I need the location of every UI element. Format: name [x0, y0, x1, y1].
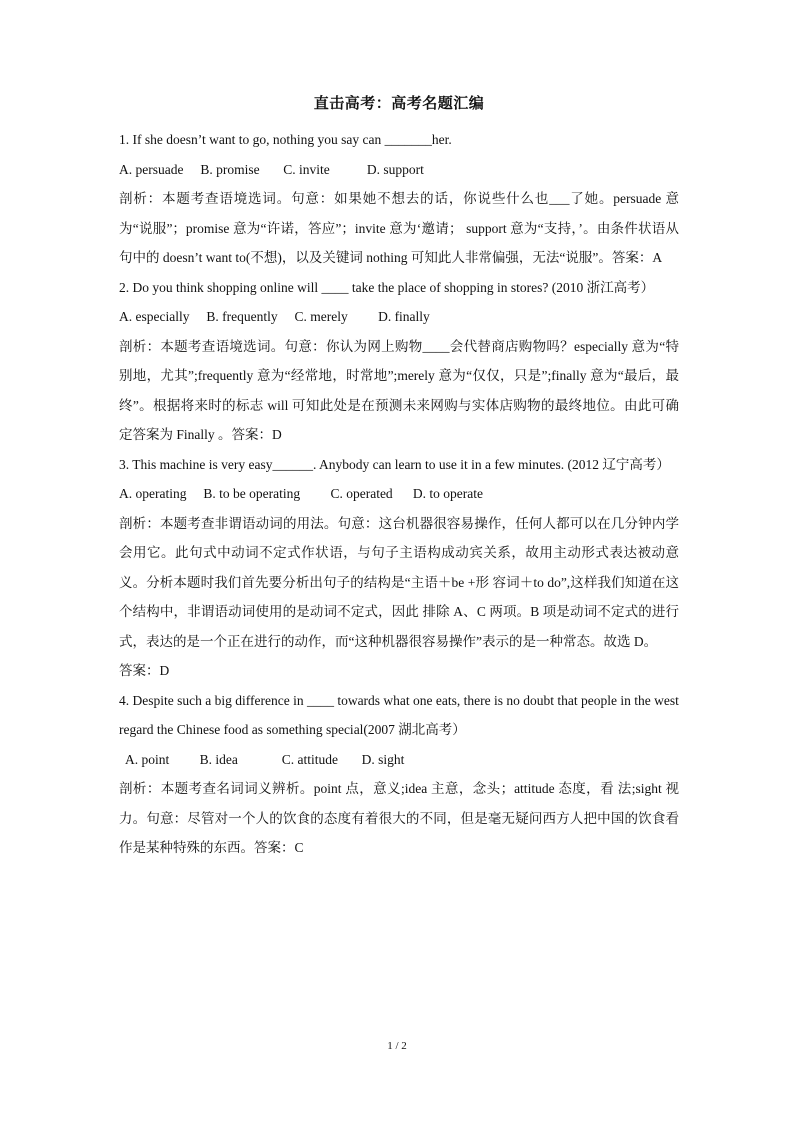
question-options: A. operating B. to be operating C. operated D. to operate: [119, 486, 484, 501]
page-title: 直击高考：高考名题汇编: [313, 96, 485, 112]
question-1: [119, 125, 679, 273]
question-analysis: 剖析：本题考查非谓语动词的用法。句意：这台机器很容易操作，任何人都可以在几分钟内学会用它。此句式中动词不定式作状语，与句子主语构成动宾关系，故用主动形式表达被动意义。分析本题时我们首先要分析出句子的结构是“主语＋be +形 容词＋to do”,这样我们知道在这个结构中，非谓语动词使用的是动词不定式，因此 排除 A、C 两项。B 项是动词不定式的进行式，表达的是一个正在进行的动作，而“这种机器很容易操作”表示的是一种常态。故选 D。: [119, 515, 679, 649]
page-number: 1 / 2: [387, 1040, 407, 1052]
question-analysis: 剖析：本题考查名词词义辨析。point 点，意义;idea 主意，念头；attitude 态度，看 法;sight 视力。句意：尽管对一个人的饮食的态度有着很大的不同，但是毫无疑问西方人把中国的饮食看作是某种特殊的东西。答案：C: [119, 781, 679, 855]
question-stem: 3. This machine is very easy______. Anybody can learn to use it in a few minutes. (2012 辽宁高考）: [119, 456, 670, 472]
question-stem: 2. Do you think shopping online will ____ take the place of shopping in stores? (2010 浙江高考）: [119, 279, 655, 295]
question-analysis: 剖析：本题考查语境选词。句意：如果她不想去的话，你说些什么也___了她。persuade 意为“说服”；promise 意为“许诺，答应”；invite 意为‘邀请； support 意为“支持，’。由条件状语从句中的 doesn’t want to(不想)，以及关键词 nothing 可知此人非常偏强，无法“说服”。答案：A: [119, 191, 679, 265]
document-page: [119, 92, 679, 863]
question-stem: 4. Despite such a big difference in ____ towards what one eats, there is no doubt that people in the west regard the Chinese food as something special(2007 湖北高考）: [119, 692, 679, 737]
question-3: [119, 450, 679, 686]
question-analysis: 剖析：本题考查语境选词。句意：你认为网上购物____会代替商店购物吗？especially 意为“特别地，尤其”;frequently 意为“经常地，时常地”;merely 意为“仅仅，只是”;finally 意为“最后，最终”。根据将来时的标志 will 可知此处是在预测未来网购与实体店购物的最终地位。由此可确定答案为 Finally 。答案：D: [119, 338, 679, 442]
question-options: A. persuade B. promise C. invite D. support: [119, 161, 424, 177]
question-answer: 答案：D: [119, 663, 170, 678]
question-4: [119, 686, 679, 863]
question-2: [119, 273, 679, 450]
question-options: A. especially B. frequently C. merely D. finally: [119, 309, 430, 324]
question-stem: 1. If she doesn’t want to go, nothing you say can _______her.: [119, 132, 452, 147]
question-options: A. point B. idea C. attitude D. sight: [119, 751, 405, 767]
